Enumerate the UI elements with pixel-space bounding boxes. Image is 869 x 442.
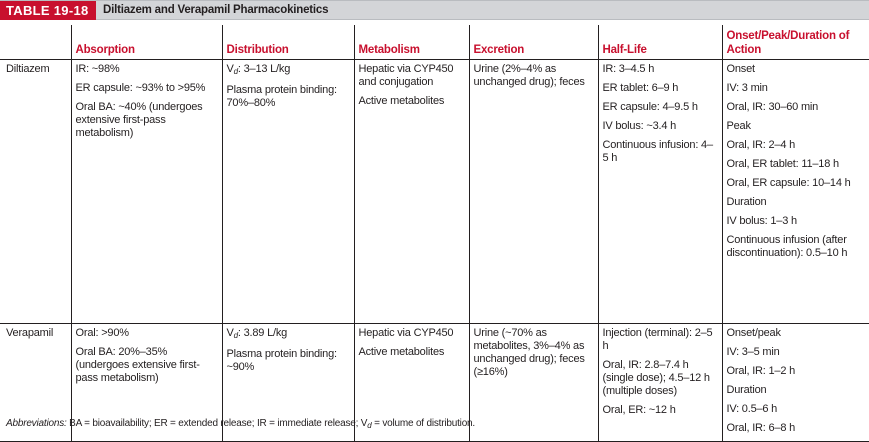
cell-line: IR: 3–4.5 h <box>602 62 655 75</box>
cell-line: Onset <box>726 62 755 75</box>
pharmacokinetics-table <box>0 25 869 442</box>
cell-half-life <box>598 59 722 323</box>
footnote-text: BA = bioavailability; ER = extended release; IR = immediate release; V <box>66 418 368 429</box>
footnote-vd-subscript: d <box>367 421 372 430</box>
vd-value: : 3–13 L/kg <box>237 62 291 75</box>
abbreviations-footnote <box>6 418 475 430</box>
table-title-bar <box>0 0 869 20</box>
cell-line: IV: 0.5–6 h <box>726 402 778 415</box>
cell-line: Peak <box>726 119 751 132</box>
cell-onset-peak-duration <box>722 59 869 323</box>
cell-onset-peak-duration <box>722 323 869 441</box>
column-header-drug <box>0 25 71 59</box>
cell-line: ER capsule: 4–9.5 h <box>602 100 698 113</box>
table-title: Diltiazem and Verapamil Pharmacokinetics <box>103 4 329 16</box>
cell-metabolism <box>354 59 469 323</box>
cell-line: Duration <box>726 383 767 396</box>
cell-line: Hepatic via CYP450 and conjugation <box>358 62 454 88</box>
cell-line: IR: ~98% <box>75 62 120 75</box>
cell-line: Continuous infusion: 4–5 h <box>602 138 713 164</box>
footnote-label: Abbreviations: <box>6 418 67 429</box>
cell-line: Oral, IR: 2–4 h <box>726 138 796 151</box>
cell-line: IV bolus: 1–3 h <box>726 214 797 227</box>
cell-half-life <box>598 323 722 441</box>
cell-line: IV bolus: ~3.4 h <box>602 119 677 132</box>
cell-line: Oral BA: 20%–35% (undergoes extensive first-pass metabolism) <box>75 345 200 384</box>
column-header-metabolism: Metabolism <box>354 25 469 59</box>
cell-absorption <box>71 59 222 323</box>
cell-line: ER tablet: 6–9 h <box>602 81 679 94</box>
cell-distribution <box>222 59 354 323</box>
cell-line: Oral, IR: 6–8 h <box>726 421 796 434</box>
cell-line: Onset/peak <box>726 326 781 339</box>
column-header-distribution: Distribution <box>222 25 354 59</box>
cell-line: Oral, IR: 30–60 min <box>726 100 819 113</box>
cell-line: Oral, ER tablet: 11–18 h <box>726 157 839 170</box>
cell-excretion <box>469 59 598 323</box>
column-header-onset-peak-duration: Onset/Peak/Duration of Action <box>722 25 869 59</box>
cell-line: Oral, ER: ~12 h <box>602 403 676 416</box>
cell-line: Oral, ER capsule: 10–14 h <box>726 176 851 189</box>
drug-name: Diltiazem <box>6 62 50 75</box>
table-number-label: TABLE 19-18 <box>0 1 96 20</box>
column-header-absorption: Absorption <box>71 25 222 59</box>
cell-line: Plasma protein binding: ~90% <box>226 347 337 373</box>
cell-line: Oral, IR: 2.8–7.4 h (single dose); 4.5–12 h (multiple doses) <box>602 358 710 397</box>
cell-line: Plasma protein binding: 70%–80% <box>226 83 337 109</box>
cell-line: Oral BA: ~40% (undergoes extensive first-pass metabolism) <box>75 100 203 139</box>
cell-line: Continuous infusion (after discontinuation): 0.5–10 h <box>726 233 848 259</box>
vd-subscript: d <box>233 66 238 76</box>
vd-symbol: V <box>226 62 234 75</box>
cell-line: Duration <box>726 195 767 208</box>
table-header-row <box>0 25 869 59</box>
footnote-text-end: = volume of distribution. <box>371 418 475 429</box>
vd-subscript: d <box>233 330 238 340</box>
vd-value: : 3.89 L/kg <box>237 326 288 339</box>
cell-line: ER capsule: ~93% to >95% <box>75 81 206 94</box>
cell-line: Active metabolites <box>358 94 445 107</box>
cell-line: IV: 3 min <box>726 81 768 94</box>
cell-excretion <box>469 323 598 441</box>
vd-line <box>227 63 350 78</box>
vd-symbol: V <box>226 326 234 339</box>
column-header-excretion: Excretion <box>469 25 598 59</box>
cell-line: Urine (~70% as metabolites, 3%–4% as unchanged drug); feces (≥16%) <box>473 326 585 378</box>
cell-line: Injection (terminal): 2–5 h <box>602 326 713 352</box>
cell-line: IV: 3–5 min <box>726 345 780 358</box>
cell-line: Hepatic via CYP450 <box>358 326 454 339</box>
cell-line: Oral: >90% <box>75 326 129 339</box>
drug-name: Verapamil <box>6 326 54 339</box>
column-header-half-life: Half-Life <box>598 25 722 59</box>
cell-line: Oral, IR: 1–2 h <box>726 364 796 377</box>
table-row-diltiazem <box>0 59 869 323</box>
cell-line: Active metabolites <box>358 345 445 358</box>
vd-line <box>227 327 350 342</box>
cell-line: Urine (2%–4% as unchanged drug); feces <box>473 62 585 88</box>
